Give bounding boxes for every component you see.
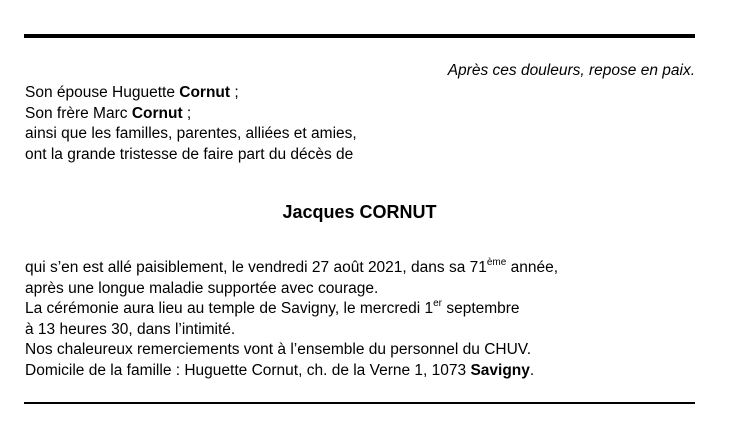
family-line-brother-text: Son frère Marc bbox=[25, 104, 132, 122]
details-line-ceremony-text: La cérémonie aura lieu au temple de Savigny, le mercredi 1 bbox=[25, 300, 434, 317]
details-line-illness: après une longue maladie supportée avec courage. bbox=[25, 279, 379, 297]
details-line-death-ordinal: ème bbox=[486, 256, 507, 268]
family-announcement bbox=[25, 83, 357, 165]
details-line-address-town: Savigny bbox=[470, 361, 530, 379]
top-rule bbox=[24, 34, 695, 38]
details-line-time: à 13 heures 30, dans l’intimité. bbox=[25, 320, 236, 338]
family-line-announcement: ont la grande tristesse de faire part du décès de bbox=[25, 145, 354, 163]
deceased-name: Jacques CORNUT bbox=[282, 202, 437, 222]
details-line-address-end: . bbox=[529, 361, 535, 379]
obituary-details bbox=[25, 258, 558, 381]
epigraph: Après ces douleurs, repose en paix. bbox=[447, 62, 695, 79]
family-line-spouse-text: Son épouse Huguette bbox=[25, 84, 180, 101]
details-line-address-text: Domicile de la famille : Huguette Cornut, ch. de la Verne 1, 1073 bbox=[25, 361, 471, 379]
details-line-death-text: qui s’en est allé paisiblement, le vendredi 27 août 2021, dans sa 71 bbox=[25, 259, 487, 276]
family-line-brother-surname: Cornut bbox=[131, 104, 183, 122]
details-line-ceremony-end: septembre bbox=[442, 300, 520, 317]
details-line-thanks: Nos chaleureux remerciements vont à l’ensemble du personnel du CHUV. bbox=[25, 341, 532, 358]
family-line-spouse bbox=[25, 83, 357, 104]
family-line-spouse-end: ; bbox=[230, 84, 239, 101]
details-line-ceremony bbox=[25, 299, 558, 320]
details-line-death bbox=[25, 258, 558, 279]
family-line-brother bbox=[25, 104, 357, 125]
details-line-death-end: année, bbox=[506, 259, 559, 276]
details-line-address bbox=[25, 361, 558, 382]
details-line-ceremony-ordinal: er bbox=[433, 297, 443, 309]
family-line-relatives: ainsi que les familles, parentes, alliées et amies, bbox=[25, 125, 357, 142]
family-line-brother-end: ; bbox=[182, 104, 192, 122]
family-line-spouse-surname: Cornut bbox=[179, 84, 231, 101]
bottom-rule bbox=[24, 402, 695, 404]
